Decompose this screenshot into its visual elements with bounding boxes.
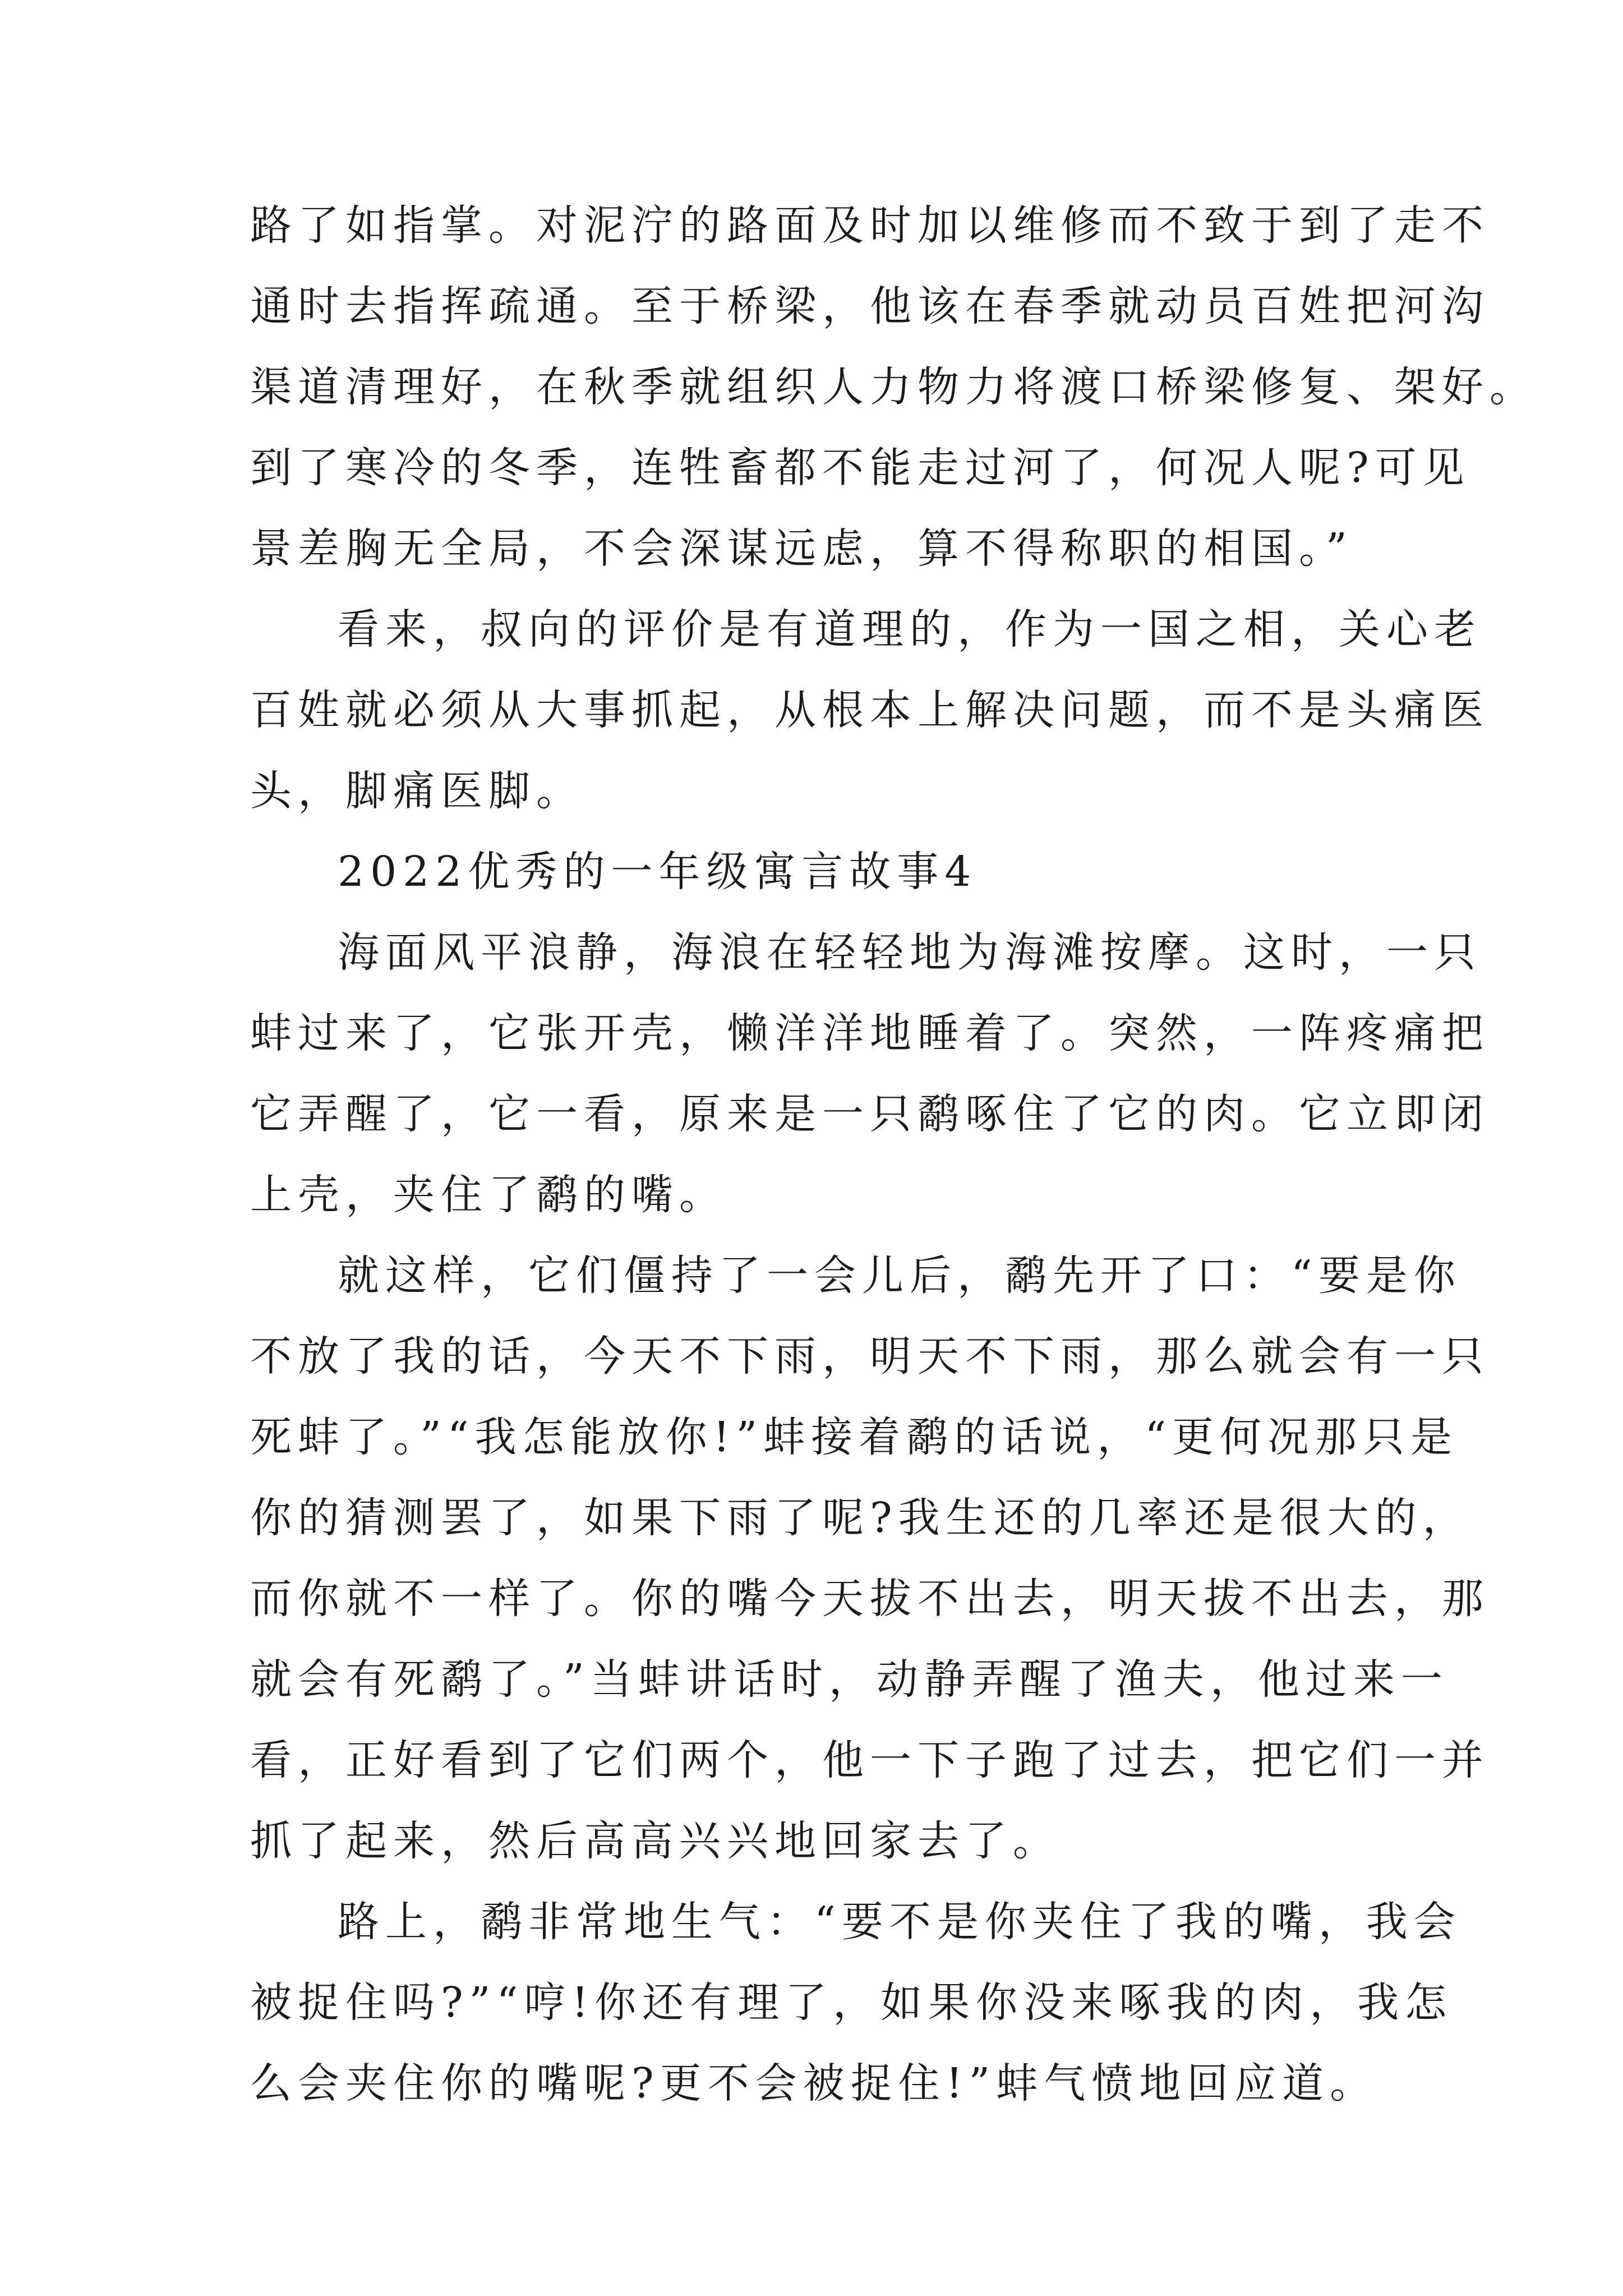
text-line: 它弄醒了，它一看，原来是一只鹬啄住了它的肉。它立即闭 [250,1090,1490,1138]
paragraph-first-line: 海面风平浪静，海浪在轻轻地为海滩按摩。这时，一只 [338,928,1482,977]
text-line: 而你就不一样了。你的嘴今天拔不出去，明天拔不出去，那 [250,1575,1490,1623]
text-line: 路了如指掌。对泥泞的路面及时加以维修而不致于到了走不 [250,201,1490,250]
text-line: 渠道清理好，在秋季就组织人力物力将渡口桥梁修复、架好。 [250,363,1537,411]
text-line: 你的猜测罢了，如果下雨了呢?我生还的几率还是很大的， [250,1494,1470,1542]
text-line: 么会夹住你的嘴呢?更不会被捉住!”蚌气愤地回应道。 [250,2059,1378,2108]
text-line: 到了寒冷的冬季，连牲畜都不能走过河了，何况人呢?可见 [250,444,1470,492]
paragraph-first-line: 路上，鹬非常地生气：“要不是你夹住了我的嘴，我会 [338,1898,1461,1946]
section-heading: 2022优秀的一年级寓言故事4 [338,848,978,896]
text-line: 看，正好看到了它们两个，他一下子跑了过去，把它们一并 [250,1736,1490,1784]
paragraph-first-line: 看来，叔向的评价是有道理的，作为一国之相，关心老 [338,605,1482,654]
text-line: 蚌过来了，它张开壳，懒洋洋地睡着了。突然，一阵疼痛把 [250,1009,1490,1057]
text-line: 上壳，夹住了鹬的嘴。 [250,1171,727,1219]
text-line: 景差胸无全局，不会深谋远虑，算不得称职的相国。” [250,524,1353,573]
paragraph-first-line: 就这样，它们僵持了一会儿后，鹬先开了口：“要是你 [338,1251,1461,1300]
text-line: 被捉住吗?”“哼!你还有理了，如果你没来啄我的肉，我怎 [250,1978,1453,2027]
text-line: 抓了起来，然后高高兴兴地回家去了。 [250,1817,1061,1865]
body-text [250,185,1537,2124]
text-line: 通时去指挥疏通。至于桥梁，他该在春季就动员百姓把河沟 [250,282,1490,330]
text-line: 百姓就必须从大事抓起，从根本上解决问题，而不是头痛医 [250,686,1490,734]
text-line: 头，脚痛医脚。 [250,767,584,815]
text-line: 就会有死鹬了。”当蚌讲话时，动静弄醒了渔夫，他过来一 [250,1655,1449,1704]
text-line: 死蚌了。”“我怎能放你!”蚌接着鹬的话说，“更何况那只是 [250,1413,1459,1461]
text-line: 不放了我的话，今天不下雨，明天不下雨，那么就会有一只 [250,1332,1490,1381]
